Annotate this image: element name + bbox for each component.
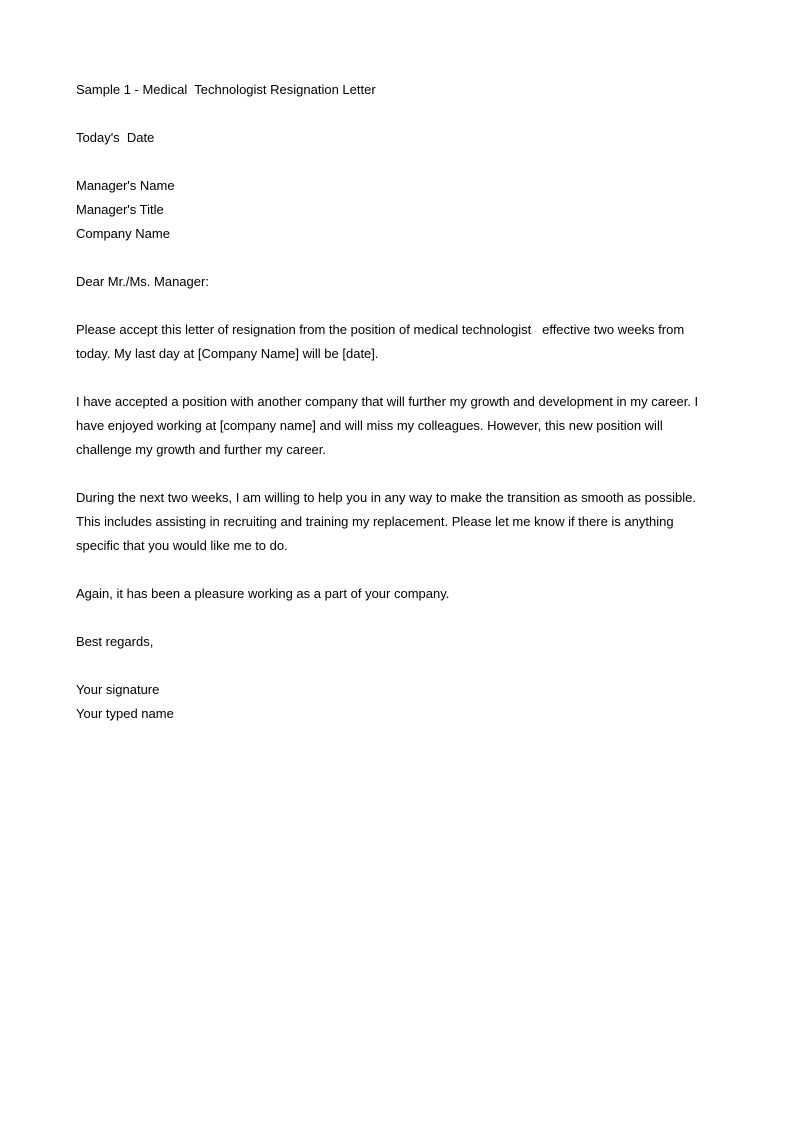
salutation: Dear Mr./Ms. Manager:	[76, 274, 209, 289]
letter-heading: Sample 1 - Medical Technologist Resignation Letter	[76, 82, 376, 97]
paragraph-line: Again, it has been a pleasure working as a part of your company.	[76, 586, 450, 601]
letter-date: Today's Date	[76, 130, 155, 145]
paragraph-line: specific that you would like me to do.	[76, 538, 288, 553]
paragraph-line: have enjoyed working at [company name] and will miss my colleagues. However, this new position will	[76, 418, 663, 433]
recipient-company: Company Name	[76, 226, 170, 241]
typed-name: Your typed name	[76, 706, 174, 721]
paragraph-thanks	[76, 582, 726, 606]
paragraph-transition	[76, 486, 726, 558]
recipient-name: Manager's Name	[76, 178, 175, 193]
closing: Best regards,	[76, 634, 154, 649]
paragraph-line: today. My last day at [Company Name] will be [date].	[76, 346, 379, 361]
paragraph-line: During the next two weeks, I am willing to help you in any way to make the transition as smooth as possible.	[76, 490, 696, 505]
recipient-title: Manager's Title	[76, 202, 164, 217]
paragraph-new-position	[76, 390, 726, 462]
paragraph-resignation	[76, 318, 726, 366]
paragraph-line: Please accept this letter of resignation from the position of medical technologist effective two weeks from	[76, 322, 685, 337]
paragraph-line: challenge my growth and further my career.	[76, 442, 327, 457]
paragraph-line: This includes assisting in recruiting and training my replacement. Please let me know if there is anything	[76, 514, 674, 529]
paragraph-line: I have accepted a position with another company that will further my growth and development in my career. I	[76, 394, 699, 409]
signature: Your signature	[76, 682, 160, 697]
